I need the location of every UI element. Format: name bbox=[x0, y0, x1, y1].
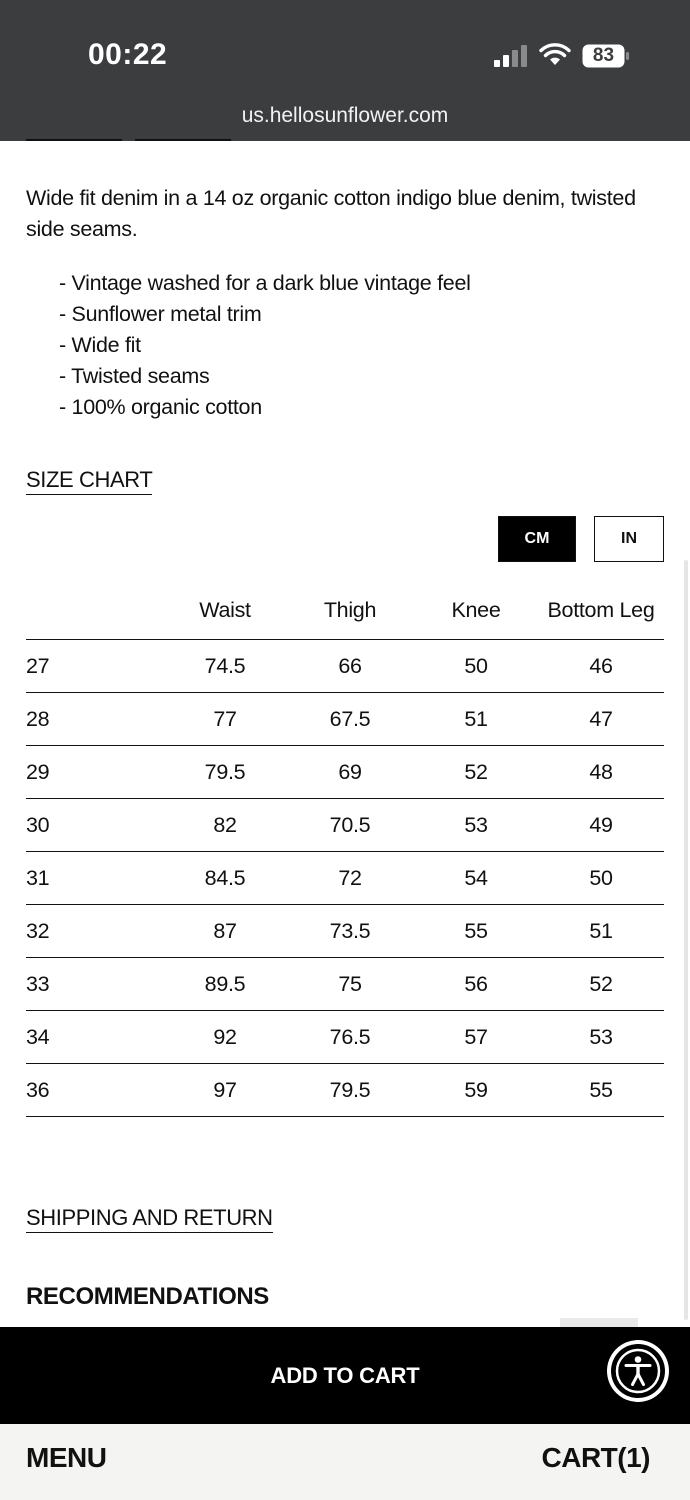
cell-thigh: 70.5 bbox=[329, 812, 371, 837]
cell-size: 32 bbox=[26, 918, 50, 943]
cell-knee: 50 bbox=[464, 653, 488, 678]
cell-bottom-leg: 46 bbox=[589, 653, 613, 678]
table-row bbox=[26, 1011, 664, 1064]
accessibility-button[interactable] bbox=[607, 1340, 669, 1402]
cell-thigh: 69 bbox=[338, 759, 362, 784]
add-to-cart-button[interactable]: ADD TO CART bbox=[270, 1362, 420, 1388]
unit-cm-button[interactable]: CM bbox=[498, 516, 576, 562]
cell-waist: 84.5 bbox=[204, 865, 246, 890]
cell-size: 34 bbox=[26, 1024, 50, 1049]
cell-knee: 52 bbox=[464, 759, 488, 784]
status-time: 00:22 bbox=[88, 38, 168, 71]
address-bar-url[interactable]: us.hellosunflower.com bbox=[241, 104, 449, 127]
table-row bbox=[26, 640, 664, 693]
menu-button[interactable]: MENU bbox=[26, 1442, 107, 1473]
cell-waist: 74.5 bbox=[204, 653, 246, 678]
cell-bottom-leg: 47 bbox=[589, 706, 613, 731]
cell-thigh: 75 bbox=[338, 971, 362, 996]
cell-knee: 56 bbox=[464, 971, 488, 996]
cell-thigh: 67.5 bbox=[329, 706, 371, 731]
cell-waist: 92 bbox=[213, 1024, 237, 1049]
tab-underline bbox=[135, 139, 231, 141]
bottom-navigation bbox=[0, 1424, 690, 1500]
cell-waist: 87 bbox=[213, 918, 237, 943]
table-row bbox=[26, 746, 664, 799]
cell-knee: 59 bbox=[464, 1077, 488, 1102]
table-row bbox=[26, 693, 664, 746]
table-row bbox=[26, 905, 664, 958]
feature-item: - Wide fit bbox=[59, 333, 141, 357]
feature-item: - Sunflower metal trim bbox=[59, 302, 262, 326]
cell-thigh: 76.5 bbox=[329, 1024, 371, 1049]
cell-size: 31 bbox=[26, 865, 50, 890]
wifi-icon bbox=[539, 43, 571, 67]
cell-size: 30 bbox=[26, 812, 50, 837]
cell-thigh: 73.5 bbox=[329, 918, 371, 943]
battery-level: 83 bbox=[592, 45, 615, 66]
cell-waist: 79.5 bbox=[204, 759, 246, 784]
size-chart-table bbox=[26, 588, 664, 1117]
cart-button[interactable]: CART(1) bbox=[541, 1442, 650, 1473]
cell-size: 36 bbox=[26, 1077, 50, 1102]
table-row bbox=[26, 958, 664, 1011]
cell-waist: 77 bbox=[213, 706, 237, 731]
cell-bottom-leg: 49 bbox=[589, 812, 613, 837]
cell-bottom-leg: 53 bbox=[589, 1024, 613, 1049]
shipping-and-return-toggle[interactable]: SHIPPING AND RETURN bbox=[26, 1205, 273, 1233]
cell-bottom-leg: 55 bbox=[589, 1077, 613, 1102]
table-row bbox=[26, 1064, 664, 1117]
cell-waist: 89.5 bbox=[204, 971, 246, 996]
cell-thigh: 79.5 bbox=[329, 1077, 371, 1102]
size-chart-header-row bbox=[26, 588, 664, 640]
cell-size: 29 bbox=[26, 759, 50, 784]
browser-top-bar bbox=[0, 0, 690, 141]
product-features-list bbox=[59, 268, 471, 423]
cell-bottom-leg: 50 bbox=[589, 865, 613, 890]
recommendations-heading: RECOMMENDATIONS bbox=[26, 1283, 269, 1310]
cell-knee: 51 bbox=[464, 706, 488, 731]
tab-underline bbox=[26, 139, 122, 141]
header-waist: Waist bbox=[199, 598, 251, 622]
cellular-signal-icon bbox=[494, 44, 530, 68]
add-to-cart-bar bbox=[0, 1327, 690, 1424]
header-bottom-leg: Bottom Leg bbox=[547, 598, 655, 622]
cell-thigh: 66 bbox=[338, 653, 362, 678]
header-knee: Knee bbox=[451, 598, 501, 622]
unit-in-button[interactable]: IN bbox=[594, 516, 664, 562]
cell-size: 28 bbox=[26, 706, 50, 731]
product-description: Wide fit denim in a 14 oz organic cotton indigo blue denim, twisted side seams. bbox=[26, 186, 636, 241]
cell-bottom-leg: 48 bbox=[589, 759, 613, 784]
cell-bottom-leg: 51 bbox=[589, 918, 613, 943]
scrollbar[interactable] bbox=[684, 560, 688, 1320]
cell-knee: 54 bbox=[464, 865, 488, 890]
cell-knee: 57 bbox=[464, 1024, 488, 1049]
size-chart-body bbox=[26, 640, 664, 1117]
cell-size: 27 bbox=[26, 653, 50, 678]
feature-item: - Twisted seams bbox=[59, 364, 210, 388]
cell-waist: 82 bbox=[213, 812, 237, 837]
cell-knee: 55 bbox=[464, 918, 488, 943]
battery-icon bbox=[582, 44, 630, 68]
accessibility-icon bbox=[611, 1344, 665, 1398]
cell-waist: 97 bbox=[213, 1077, 237, 1102]
table-row bbox=[26, 799, 664, 852]
cell-size: 33 bbox=[26, 971, 50, 996]
feature-item: - 100% organic cotton bbox=[59, 395, 262, 419]
feature-item: - Vintage washed for a dark blue vintage feel bbox=[59, 271, 471, 295]
cell-knee: 53 bbox=[464, 812, 488, 837]
cell-thigh: 72 bbox=[338, 865, 362, 890]
size-chart-toggle[interactable]: SIZE CHART bbox=[26, 467, 152, 495]
cell-bottom-leg: 52 bbox=[589, 971, 613, 996]
table-row bbox=[26, 852, 664, 905]
header-thigh: Thigh bbox=[323, 598, 377, 622]
